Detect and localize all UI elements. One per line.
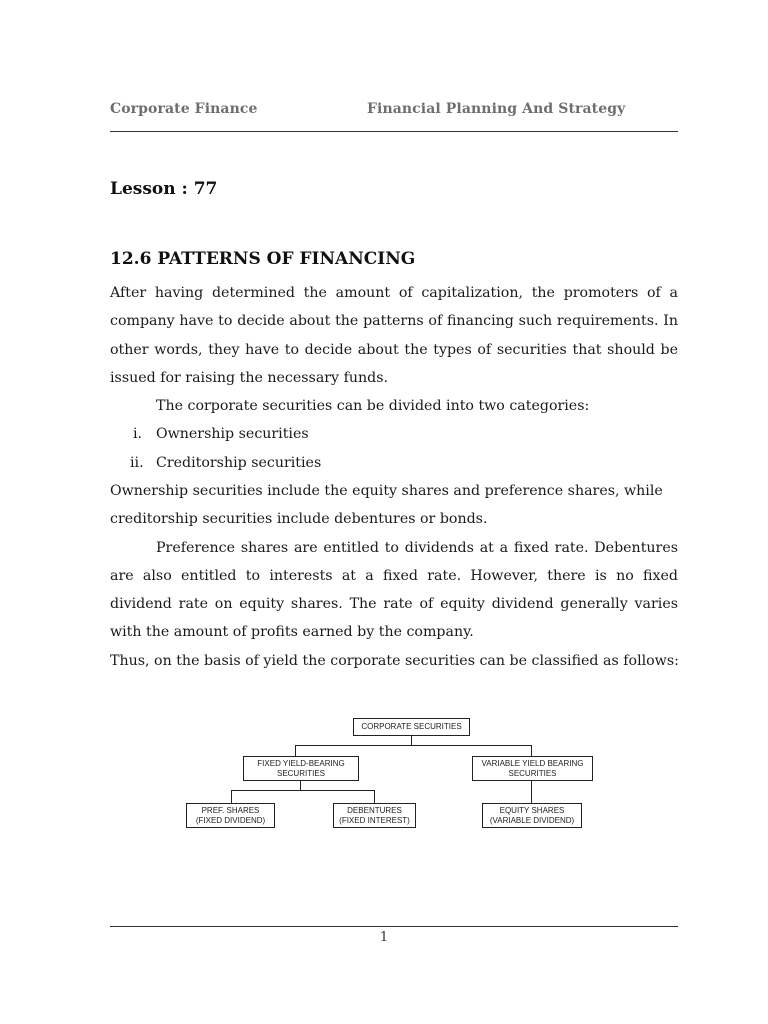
box-corporate-securities bbox=[353, 718, 470, 736]
connector-line bbox=[231, 790, 375, 791]
paragraph-line: Ownership securities include the equity shares and preference shares, while bbox=[110, 483, 663, 499]
paragraph-line: The corporate securities can be divided into two categories: bbox=[156, 398, 590, 414]
connector-line bbox=[411, 735, 412, 745]
box-label: (FIXED INTEREST) bbox=[339, 815, 410, 825]
lesson-heading: Lesson : 77 bbox=[110, 179, 218, 199]
connector-line bbox=[231, 790, 232, 803]
paragraph-line: are also entitled to interests at a fixed rate. However, there is no fixed bbox=[110, 568, 678, 584]
connector-line bbox=[295, 745, 296, 756]
page-number: 1 bbox=[379, 930, 389, 945]
box-label: (VARIABLE DIVIDEND) bbox=[489, 815, 575, 825]
list-item: Ownership securities bbox=[156, 426, 309, 442]
box-label: VARIABLE YIELD BEARING bbox=[481, 758, 584, 768]
box-variable-yield-securities bbox=[472, 756, 593, 781]
paragraph-line: dividend rate on equity shares. The rate of equity dividend generally varies bbox=[110, 596, 678, 612]
list-item: Creditorship securities bbox=[156, 455, 322, 471]
paragraph-line: issued for raising the necessary funds. bbox=[110, 370, 388, 386]
box-label: (FIXED DIVIDEND) bbox=[195, 815, 266, 825]
paragraph-line: Preference shares are entitled to dividends at a fixed rate. Debentures bbox=[156, 540, 678, 556]
box-label: FIXED YIELD-BEARING bbox=[257, 758, 345, 768]
list-item-number: ii. bbox=[130, 455, 144, 471]
box-label: PREF. SHARES bbox=[201, 805, 260, 815]
paragraph-line: with the amount of profits earned by the company. bbox=[110, 624, 474, 640]
section-heading: 12.6 PATTERNS OF FINANCING bbox=[110, 249, 416, 269]
connector-line bbox=[300, 780, 301, 790]
paragraph-line: other words, they have to decide about the types of securities that should be bbox=[110, 342, 678, 358]
paragraph-line: Thus, on the basis of yield the corporate securities can be classified as follows: bbox=[110, 653, 679, 669]
connector-line bbox=[531, 745, 532, 756]
header-chapter-title: Financial Planning And Strategy bbox=[367, 101, 626, 117]
connector-line bbox=[531, 780, 532, 803]
header-divider bbox=[110, 131, 678, 132]
paragraph-line: After having determined the amount of capitalization, the promoters of a bbox=[110, 285, 678, 301]
box-label: CORPORATE SECURITIES bbox=[361, 722, 462, 731]
paragraph-line: company have to decide about the patterns of financing such requirements. In bbox=[110, 313, 678, 329]
box-equity-shares bbox=[482, 803, 582, 828]
box-label: EQUITY SHARES bbox=[499, 805, 565, 815]
box-label: SECURITIES bbox=[508, 768, 557, 778]
footer-divider bbox=[110, 926, 678, 927]
connector-line bbox=[374, 790, 375, 803]
box-pref-shares bbox=[186, 803, 275, 828]
connector-line bbox=[295, 745, 532, 746]
paragraph-line: creditorship securities include debentures or bonds. bbox=[110, 511, 488, 527]
box-label: DEBENTURES bbox=[347, 805, 402, 815]
box-label: SECURITIES bbox=[276, 768, 325, 778]
header-course-title: Corporate Finance bbox=[110, 101, 258, 117]
list-item-number: i. bbox=[133, 426, 143, 442]
box-debentures bbox=[333, 803, 416, 828]
box-fixed-yield-securities bbox=[243, 756, 359, 781]
